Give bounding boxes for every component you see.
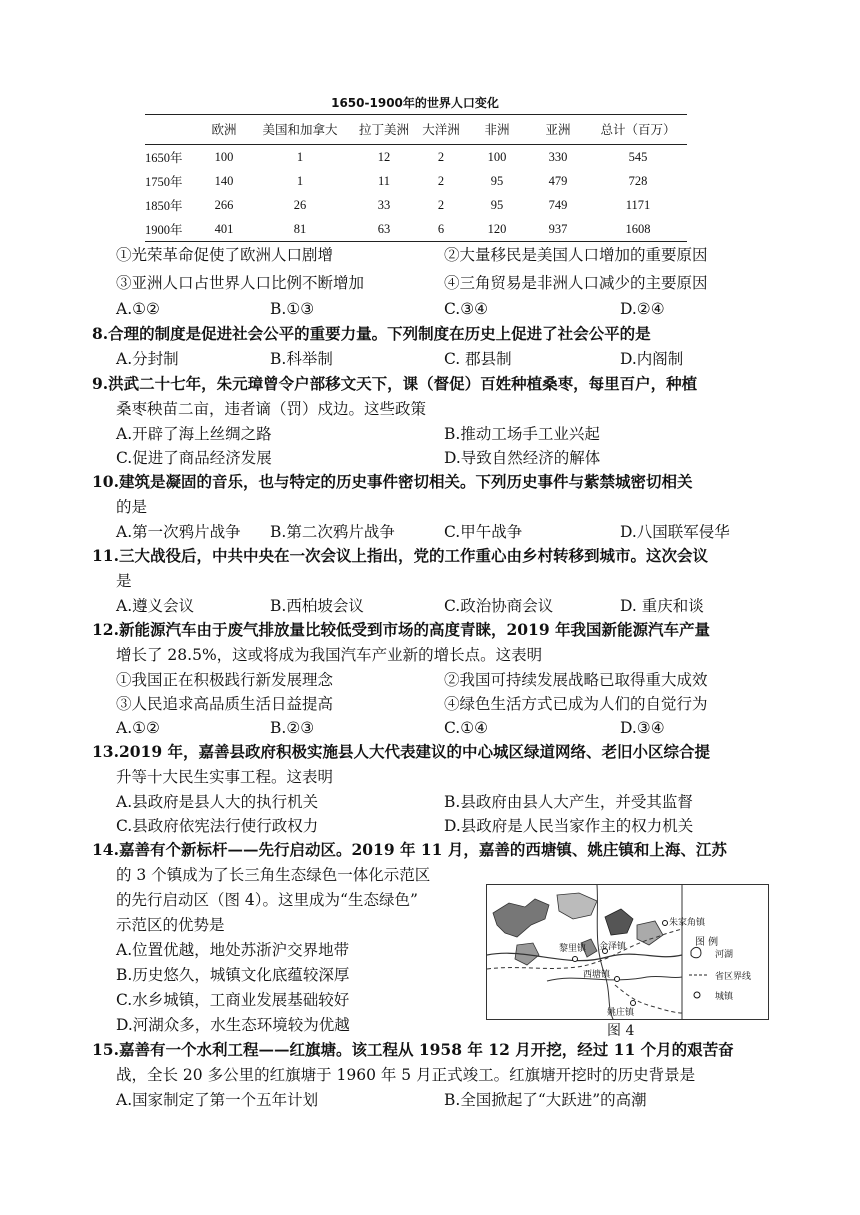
table-row [145,217,687,242]
table-header-cell [145,114,201,145]
q10-stem-line1: 10.建筑是凝固的音乐，也与特定的历史事件密切相关。下列历史事件与紫禁城密切相关 [92,472,693,491]
table-header-cell: 非洲 [467,114,527,145]
figure-4-caption: 图 4 [607,1023,635,1039]
q9-stem-line2: 桑枣秧苗二亩，违者谪（罚）戍边。这些政策 [116,400,427,418]
table-cell: 266 [214,197,234,212]
map-town-label: 姚庄镇 [607,1008,635,1018]
map-town-label: 金泽镇 [599,942,627,952]
table-cell: 100 [214,149,234,164]
map-town-label: 西塘镇 [583,970,611,980]
q12-statement-1: ①我国正在积极践行新发展理念 [116,671,334,689]
table-cell: 728 [628,173,648,188]
table-cell: 749 [548,197,568,212]
q12-stem-line2: 增长了 28.5%，这或将成为我国汽车产业新的增长点。这表明 [116,646,543,664]
q12-statement-4: ④绿色生活方式已成为人们的自觉行为 [444,695,708,713]
table-cell: 81 [247,217,353,242]
q14-stem-line2: 的 3 个镇成为了长三角生态绿色一体化示范区 [116,866,431,884]
map-legend-item: 省区界线 [715,972,752,982]
q10-option-a[interactable]: A.第一次鸦片战争 [116,523,241,541]
table-cell: 2 [437,173,445,188]
q14-option-a[interactable]: A.位置优越，地处苏浙沪交界地带 [116,941,350,959]
q13-stem-line1: 13.2019 年，嘉善县政府积极实施县人大代表建议的中心城区绿道网络、老旧小区综合提 [92,742,711,761]
table-cell: 1850年 [145,199,183,213]
table-header-cell: 亚洲 [527,114,589,145]
q11-stem-line2: 是 [116,572,132,590]
q8-stem: 8.合理的制度是促进社会公平的重要力量。下列制度在历史上促进了社会公平的是 [92,324,651,343]
q13-option-d[interactable]: D.县政府是人民当家作主的权力机关 [444,817,694,835]
q11-option-a[interactable]: A.遵义会议 [116,597,195,615]
map-legend-title: 图 例 [695,937,719,948]
q10-stem-line2: 的是 [116,498,148,516]
table-cell: 1171 [625,197,651,212]
table-cell: 1608 [589,217,687,242]
table-row [145,145,687,170]
table-cell: 1900年 [145,217,201,242]
q12-statement-3: ③人民追求高品质生活日益提高 [116,695,334,713]
q7-statement-2: ②大量移民是美国人口增加的重要原因 [444,246,708,264]
figure-4-map [486,884,769,1020]
table-cell: 1 [296,149,304,164]
map-town-label: 朱家角镇 [669,918,706,928]
q10-option-b[interactable]: B.第二次鸦片战争 [270,523,395,541]
table-cell: 2 [437,197,445,212]
table-cell: 63 [353,217,415,242]
q13-option-c[interactable]: C.县政府依宪法行使行政权力 [116,817,319,835]
q14-stem-line1: 14.嘉善有个新标杆——先行启动区。2019 年 11 月，嘉善的西塘镇、姚庄镇和上海、江苏 [92,840,727,859]
table-header-cell: 总计（百万） [589,114,687,145]
q12-stem-line1: 12.新能源汽车由于废气排放量比较低受到市场的高度青睐，2019 年我国新能源汽车产量 [92,620,711,639]
q14-stem-line4: 示范区的优势是 [116,916,225,934]
table-cell: 26 [293,197,307,212]
q8-option-b[interactable]: B.科举制 [270,350,333,368]
table-header-cell: 欧洲 [201,114,247,145]
table-header-row [145,114,687,145]
q10-option-c[interactable]: C.甲午战争 [444,523,523,541]
table-cell: 479 [548,173,568,188]
q14-option-c[interactable]: C.水乡城镇，工商业发展基础较好 [116,991,350,1009]
q13-option-b[interactable]: B.县政府由县人大产生，并受其监督 [444,793,693,811]
table-row [145,193,687,217]
q8-option-a[interactable]: A.分封制 [116,350,179,368]
population-table [145,114,687,242]
table-cell: 1650年 [145,151,183,165]
q8-option-c[interactable]: C. 郡县制 [444,350,512,368]
q12-option-b[interactable]: B.②③ [270,719,315,737]
table-cell: 1750年 [145,175,183,189]
q9-option-d[interactable]: D.导致自然经济的解体 [444,449,601,467]
q9-stem-line1: 9.洪武二十七年，朱元璋曾令户部移文天下，课（督促）百姓种植桑枣，每里百户，种植 [92,374,698,393]
table-cell: 6 [415,217,467,242]
q15-stem-line1: 15.嘉善有一个水利工程——红旗塘。该工程从 1958 年 12 月开挖，经过 11 个月的艰苦奋 [92,1040,734,1059]
table-header-cell: 美国和加拿大 [247,114,353,145]
table-row [145,169,687,193]
q15-option-a[interactable]: A.国家制定了第一个五年计划 [116,1091,319,1109]
q7-option-b[interactable]: B.①③ [270,300,315,318]
q10-option-d[interactable]: D.八国联军侵华 [620,523,730,541]
q11-option-b[interactable]: B.西柏坡会议 [270,597,364,615]
table-cell: 95 [490,197,504,212]
q11-stem-line1: 11.三大战役后，中共中央在一次会议上指出，党的工作重心由乡村转移到城市。这次会议 [92,546,708,565]
q9-option-b[interactable]: B.推动工场手工业兴起 [444,425,600,443]
q12-option-d[interactable]: D.③④ [620,719,665,737]
table-cell: 140 [214,173,234,188]
q7-statement-3: ③亚洲人口占世界人口比例不断增加 [116,274,365,292]
q14-option-b[interactable]: B.历史悠久，城镇文化底蕴较深厚 [116,966,350,984]
map-legend-item: 河湖 [715,950,734,960]
table-cell: 330 [548,149,568,164]
table-title: 1650-1900年的世界人口变化 [331,96,499,110]
table-cell: 12 [377,149,391,164]
table-cell: 33 [377,197,391,212]
q7-option-d[interactable]: D.②④ [620,300,665,318]
q15-stem-line2: 战，全长 20 多公里的红旗塘于 1960 年 5 月正式竣工。红旗塘开挖时的历史背景是 [116,1066,696,1084]
q14-stem-line3: 的先行启动区（图 4）。这里成为“生态绿色” [116,891,418,909]
q7-option-c[interactable]: C.③④ [444,300,489,318]
q9-option-a[interactable]: A.开辟了海上丝绸之路 [116,425,272,443]
table-cell: 2 [437,149,445,164]
q11-option-c[interactable]: C.政治协商会议 [444,597,554,615]
q12-statement-2: ②我国可持续发展战略已取得重大成效 [444,671,708,689]
table-header-cell: 大洋洲 [415,114,467,145]
q12-option-a[interactable]: A.①② [116,719,160,737]
q7-statement-4: ④三角贸易是非洲人口减少的主要原因 [444,274,708,292]
table-header-cell: 拉丁美洲 [353,114,415,145]
map-legend-item: 城镇 [715,992,734,1002]
table-cell: 95 [490,173,504,188]
q9-option-c[interactable]: C.促进了商品经济发展 [116,449,272,467]
q15-option-b[interactable]: B.全国掀起了“大跃进”的高潮 [444,1091,647,1109]
map-town-label: 黎里镇 [559,944,587,954]
table-cell: 120 [467,217,527,242]
q7-statement-1: ①光荣革命促使了欧洲人口剧增 [116,246,334,264]
table-cell: 401 [201,217,247,242]
table-cell: 545 [628,149,648,164]
table-cell: 11 [377,173,391,188]
q13-stem-line2: 升等十大民生实事工程。这表明 [116,768,334,786]
q11-option-d[interactable]: D. 重庆和谈 [620,597,704,615]
q8-option-d[interactable]: D.内阁制 [620,350,684,368]
table-cell: 100 [487,149,507,164]
q14-option-d[interactable]: D.河湖众多，水生态环境较为优越 [116,1016,350,1034]
q12-option-c[interactable]: C.①④ [444,719,489,737]
table-cell: 1 [296,173,304,188]
table-cell: 937 [527,217,589,242]
q7-option-a[interactable]: A.①② [116,300,160,318]
q13-option-a[interactable]: A.县政府是县人大的执行机关 [116,793,319,811]
